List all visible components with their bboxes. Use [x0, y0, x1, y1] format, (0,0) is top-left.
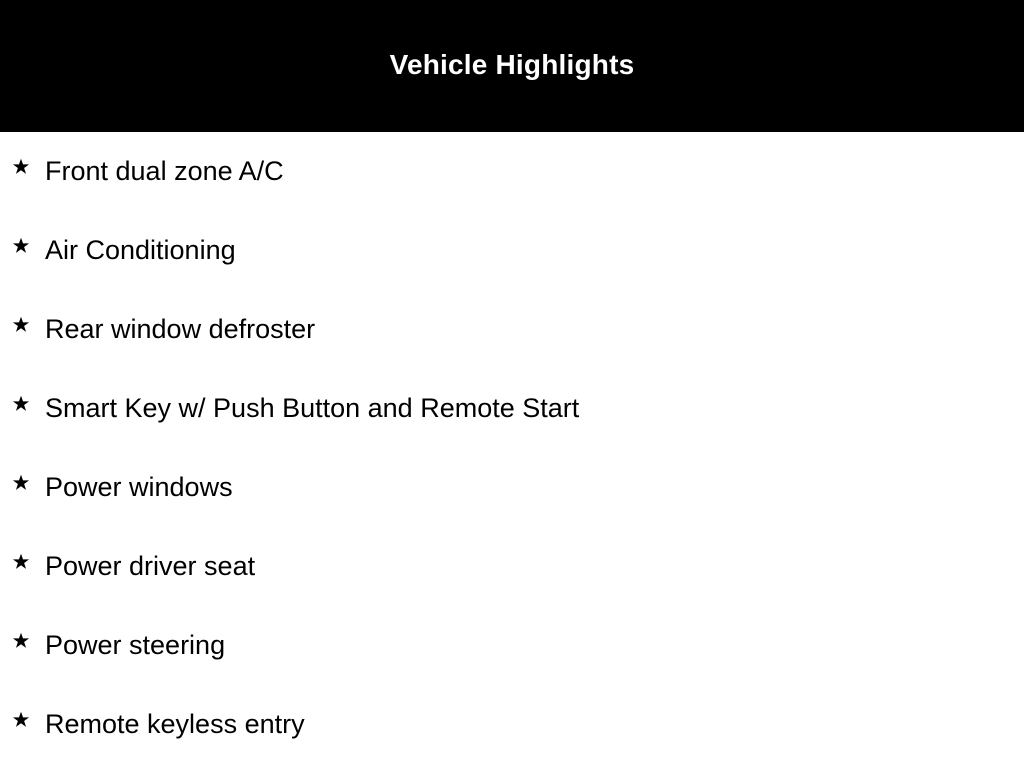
star-icon	[10, 472, 32, 494]
star-icon	[10, 235, 32, 257]
list-item	[0, 448, 1024, 527]
star-icon	[10, 630, 32, 652]
list-item	[0, 527, 1024, 606]
star-icon	[10, 551, 32, 573]
list-item-label: Front dual zone A/C	[45, 156, 284, 186]
list-item-label: Rear window defroster	[45, 314, 316, 344]
list-item-label: Air Conditioning	[45, 235, 236, 265]
star-icon	[10, 393, 32, 415]
list-item-label: Power windows	[45, 472, 233, 502]
page-title: Vehicle Highlights	[389, 49, 635, 80]
star-icon	[10, 156, 32, 178]
list-item	[0, 290, 1024, 369]
list-item-label: Remote keyless entry	[45, 709, 305, 739]
list-item-label: Power driver seat	[45, 551, 256, 581]
highlights-list	[0, 132, 1024, 764]
star-icon	[10, 314, 32, 336]
list-item	[0, 211, 1024, 290]
list-item	[0, 606, 1024, 685]
star-icon	[10, 709, 32, 731]
list-item	[0, 132, 1024, 211]
list-item	[0, 685, 1024, 764]
list-item	[0, 369, 1024, 448]
header-banner	[0, 0, 1024, 132]
list-item-label: Power steering	[45, 630, 226, 660]
list-item-label: Smart Key w/ Push Button and Remote Start	[45, 393, 580, 423]
